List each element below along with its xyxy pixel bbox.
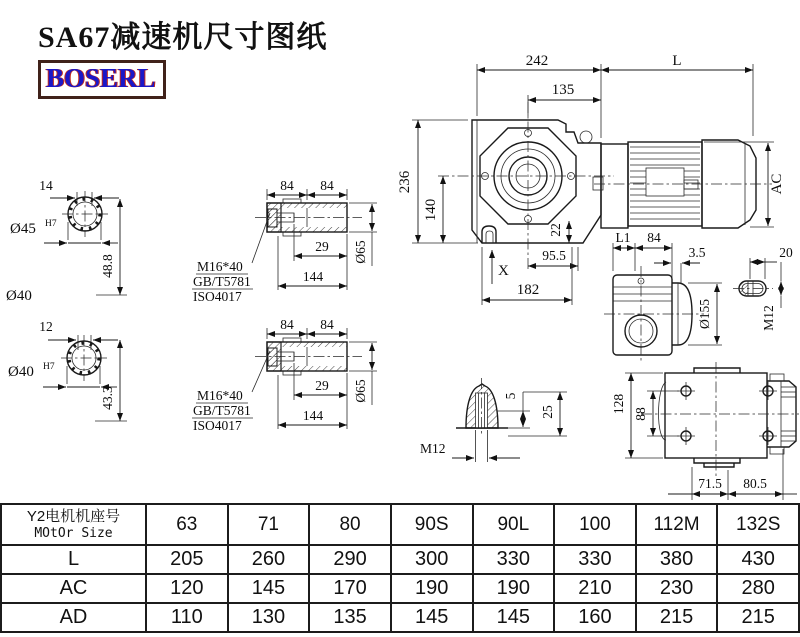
dim-L1: L1 [615, 230, 631, 245]
row-label-L: L [1, 545, 146, 574]
cell: 190 [473, 574, 555, 603]
dim-20: 20 [779, 245, 793, 260]
cell: 215 [636, 603, 718, 632]
motor-size-header-cn: Y2电机机座号 [26, 508, 121, 525]
cell: 110 [146, 603, 228, 632]
dim-3-5: 3.5 [688, 245, 706, 260]
hollow-shaft-section-bottom [192, 317, 377, 433]
dim-88: 88 [633, 407, 648, 421]
dim-80-5: 80.5 [743, 476, 767, 491]
dim-140: 140 [423, 198, 439, 222]
dim-84b: 84 [320, 178, 334, 193]
dim-144: 144 [302, 269, 324, 284]
table-header-row [1, 504, 799, 545]
bolt-holes [677, 382, 777, 445]
label-bolt: M16*40 [197, 259, 243, 274]
col-frame-100: 100 [554, 504, 636, 545]
label-shaft-40: Ø40 [6, 288, 32, 304]
col-frame-90l: 90L [473, 504, 555, 545]
table-row-L [1, 545, 799, 574]
dim-25: 25 [540, 405, 555, 419]
dim-84b: 84 [320, 317, 334, 332]
cell: 380 [636, 545, 718, 574]
dim-43-3: 43.3 [100, 386, 115, 410]
cell: 160 [554, 603, 636, 632]
dim-14: 14 [39, 178, 53, 193]
cell: 135 [309, 603, 391, 632]
col-frame-90s: 90S [391, 504, 473, 545]
row-label-AD: AD [1, 603, 146, 632]
hollow-shaft-section-top [192, 178, 377, 304]
label-gb: GB/T5781 [193, 403, 251, 418]
gearmotor-side-view [397, 53, 785, 305]
dim-236: 236 [397, 170, 413, 194]
cell: 190 [391, 574, 473, 603]
label-iso: ISO4017 [193, 289, 242, 304]
dim-65: Ø65 [353, 240, 368, 264]
input-bore-view-45 [10, 178, 127, 295]
shaft-end-dome-view [420, 378, 567, 462]
dim-135: 135 [551, 82, 575, 98]
spec-table [0, 503, 800, 633]
cell: 280 [717, 574, 799, 603]
motor-size-header [1, 504, 146, 545]
dim-128: 128 [611, 393, 626, 415]
cell: 170 [309, 574, 391, 603]
cell: 210 [554, 574, 636, 603]
dim-bore-40-tol: H7 [43, 362, 55, 372]
cell: 330 [554, 545, 636, 574]
cell: 120 [146, 574, 228, 603]
dim-29: 29 [315, 378, 329, 393]
dim-22: 22 [548, 223, 563, 237]
cell: 145 [391, 603, 473, 632]
cell: 260 [228, 545, 310, 574]
dim-48-8: 48.8 [100, 254, 115, 278]
cell: 130 [228, 603, 310, 632]
dim-AC: AC [769, 173, 785, 195]
dim-bore-40: Ø40 [8, 364, 34, 380]
dim-bore-45: Ø45 [10, 221, 36, 237]
dim-71-5: 71.5 [698, 476, 722, 491]
dim-144: 144 [302, 408, 324, 423]
table-row-AC [1, 574, 799, 603]
dim-M12: M12 [761, 305, 776, 331]
col-frame-63: 63 [146, 504, 228, 545]
brand-logo: BOSERL [38, 60, 166, 99]
dim-95-5: 95.5 [542, 248, 566, 263]
label-gb: GB/T5781 [193, 274, 251, 289]
cell: 215 [717, 603, 799, 632]
cell: 230 [636, 574, 718, 603]
gearbox-front-view [604, 230, 722, 362]
dim-155: Ø155 [697, 299, 712, 329]
cell: 300 [391, 545, 473, 574]
cell: 430 [717, 545, 799, 574]
col-frame-132s: 132S [717, 504, 799, 545]
cell: 145 [473, 603, 555, 632]
dim-M12: M12 [420, 441, 446, 456]
page-title: SA67减速机尺寸图纸 [38, 21, 328, 54]
dim-182: 182 [516, 282, 540, 298]
dim-65: Ø65 [353, 379, 368, 403]
cell: 330 [473, 545, 555, 574]
cell: 290 [309, 545, 391, 574]
dim-242: 242 [525, 53, 549, 69]
col-frame-71: 71 [228, 504, 310, 545]
col-frame-80: 80 [309, 504, 391, 545]
input-bore-view-40 [8, 319, 127, 421]
dim-bore-45-tol: H7 [45, 219, 57, 229]
dim-84: 84 [647, 230, 661, 245]
dim-12: 12 [39, 319, 53, 334]
dim-X: X [498, 263, 509, 279]
cell: 205 [146, 545, 228, 574]
cell: 145 [228, 574, 310, 603]
dim-84a: 84 [280, 178, 294, 193]
col-frame-112m: 112M [636, 504, 718, 545]
table-row-AD [1, 603, 799, 632]
key-end-view [733, 245, 793, 331]
dim-5: 5 [503, 392, 518, 400]
label-iso: ISO4017 [193, 418, 242, 433]
dim-84a: 84 [280, 317, 294, 332]
motor-size-header-en: MOtOr Size [34, 526, 113, 541]
dim-L: L [672, 53, 682, 69]
row-label-AC: AC [1, 574, 146, 603]
dim-29: 29 [315, 239, 329, 254]
label-bolt: M16*40 [197, 388, 243, 403]
mounting-top-view [611, 362, 799, 500]
